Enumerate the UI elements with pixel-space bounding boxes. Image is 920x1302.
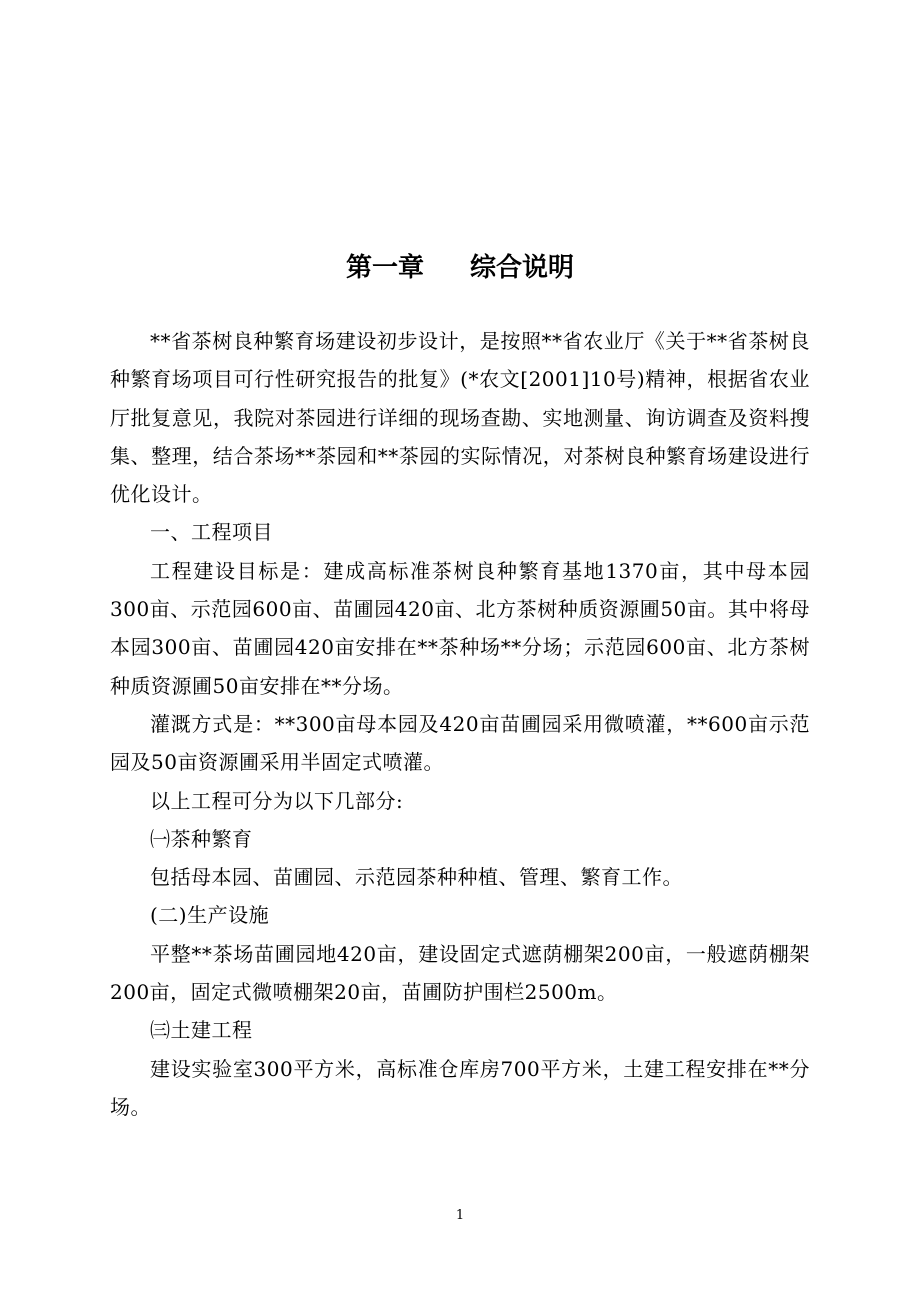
parts-intro-paragraph: 以上工程可分为以下几部分:: [150, 788, 404, 813]
facilities-paragraph: 平整**茶场苗圃园地420亩，建设固定式遮荫棚架200亩，一般遮荫棚架200亩，固定式微喷棚架20亩，苗圃防护围栏2500m。: [110, 941, 810, 1005]
irrigation-paragraph: 灌溉方式是：**300亩母本园及420亩苗圃园采用微喷灌，**600亩示范园及50亩资源圃采用半固定式喷灌。: [110, 711, 810, 775]
subheading-facilities: (二)生产设施: [150, 903, 270, 928]
section-heading-project: 一、工程项目: [150, 520, 273, 545]
intro-paragraph: **省茶树良种繁育场建设初步设计，是按照**省农业厅《关于**省茶树良种繁育场项目可行性研究报告的批复》(*农文[2001]10号)精神，根据省农业厅批复意见，我院对茶园进行详细的现场查勘、实地测量、询访调查及资料搜集、整理，结合茶场**茶园和**茶园的实际情况，对茶树良种繁育场建设进行优化设计。: [110, 329, 810, 507]
page-number: 1: [455, 1208, 465, 1223]
subheading-breeding: ㈠茶种繁育: [150, 826, 253, 851]
chapter-number: 第一章: [345, 253, 424, 283]
civil-works-paragraph: 建设实验室300平方米，高标准仓库房700平方米，土建工程安排在**分场。: [110, 1056, 810, 1119]
chapter-title: 综合说明: [470, 253, 575, 283]
chapter-heading: [0, 248, 920, 288]
subheading-civil-works: ㈢土建工程: [150, 1018, 253, 1043]
document-body: [110, 322, 810, 1126]
project-goal-paragraph: 工程建设目标是：建成高标准茶树良种繁育基地1370亩，其中母本园300亩、示范园600亩、苗圃园420亩、北方茶树种质资源圃50亩。其中将母本园300亩、苗圃园420亩安排在**茶种场**分场；示范园600亩、北方茶树种质资源圃50亩安排在**分场。: [110, 558, 810, 698]
breeding-paragraph: 包括母本园、苗圃园、示范园茶种种植、管理、繁育工作。: [150, 865, 683, 890]
